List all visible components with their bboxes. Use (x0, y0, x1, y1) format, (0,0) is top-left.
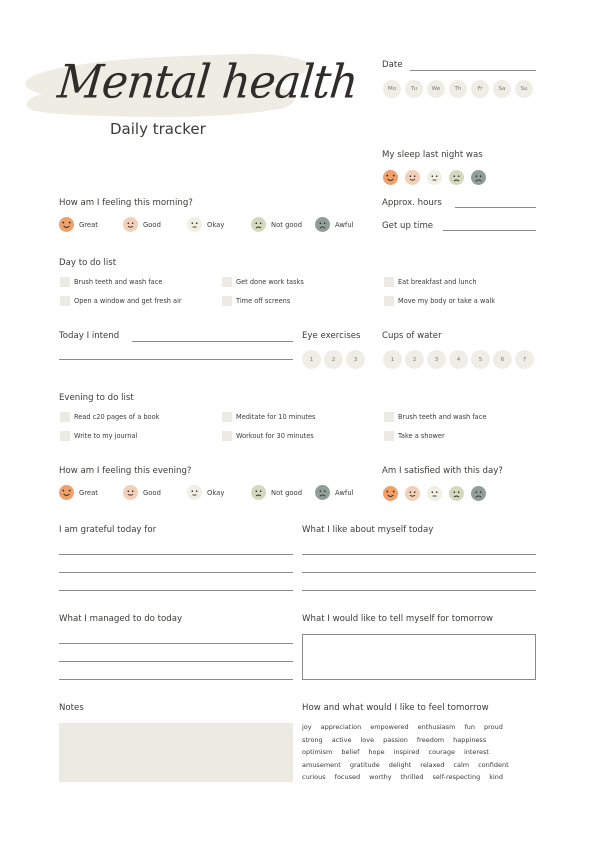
morning-great-face-icon[interactable] (59, 217, 74, 232)
morning-notgood-face-icon[interactable] (251, 217, 266, 232)
feel-word-row (302, 761, 518, 769)
water-cup-3-toggle[interactable]: 3 (427, 350, 446, 369)
sleep-great-face-icon[interactable] (383, 170, 398, 185)
morning-awful-face-icon[interactable] (315, 217, 330, 232)
tell-tomorrow-label: What I would like to tell myself for tomorrow (302, 614, 494, 624)
feel-word[interactable]: courage (428, 748, 455, 756)
evening_todo-item-5: Workout for 30 minutes (236, 432, 314, 440)
water-cup-2-toggle[interactable]: 2 (405, 350, 424, 369)
feel-word[interactable]: empowered (370, 723, 409, 731)
feel-word[interactable]: inspired (393, 748, 420, 756)
tell-tomorrow-box[interactable] (302, 634, 536, 680)
feel-word[interactable]: optimism (302, 748, 333, 756)
feel-word[interactable]: active (331, 735, 352, 744)
feel-word[interactable]: worthy (369, 773, 392, 781)
morning-mood-label: How am I feeling this morning? (59, 198, 193, 208)
page-title: Mental health (55, 55, 360, 110)
morning-okay-label: Okay (207, 221, 225, 229)
grateful-line-3[interactable] (59, 590, 293, 591)
morning-awful-label: Awful (335, 221, 354, 229)
day_todo-item-1: Brush teeth and wash face (74, 278, 163, 286)
feel-tomorrow-label: How and what would I like to feel tomorrow (302, 703, 489, 713)
date-field-line[interactable] (410, 70, 536, 71)
water-label: Cups of water (382, 331, 442, 341)
day_todo-item-6: Move my body or take a walk (398, 297, 496, 305)
grateful-line-1[interactable] (59, 554, 293, 555)
satisfied-label: Am I satisfied with this day? (382, 466, 503, 476)
evening_todo-checkbox-4[interactable] (60, 431, 70, 441)
evening_todo-checkbox-1[interactable] (60, 412, 70, 422)
sleep-label: My sleep last night was (382, 150, 483, 160)
feel-word[interactable]: relaxed (420, 760, 445, 769)
feel-word[interactable]: appreciation (320, 723, 362, 731)
feel-word[interactable]: strong (302, 735, 323, 744)
day-tu-toggle[interactable]: Tu (405, 80, 423, 98)
feel-word[interactable]: freedom (416, 735, 445, 744)
like-self-label: What I like about myself today (302, 525, 434, 535)
feel-word[interactable]: delight (388, 760, 412, 769)
day-todo-label: Day to do list (59, 258, 117, 268)
notes-box[interactable] (59, 723, 293, 782)
feel-word[interactable]: focused (334, 773, 361, 781)
grateful-line-2[interactable] (59, 572, 293, 573)
feel-word-row (302, 773, 512, 781)
water-cup-6-toggle[interactable]: 6 (493, 350, 512, 369)
feel-word[interactable]: love (360, 735, 375, 744)
intend-line-2[interactable] (59, 359, 293, 360)
day_todo-checkbox-6[interactable] (384, 296, 394, 306)
water-cup-7-toggle[interactable]: 7 (515, 350, 534, 369)
morning-good-label: Good (143, 221, 161, 229)
day_todo-checkbox-1[interactable] (60, 277, 70, 287)
feel-word[interactable]: hope (368, 748, 385, 756)
evening-great-label: Great (79, 489, 98, 497)
evening-good-face-icon[interactable] (123, 485, 138, 500)
day-su-toggle[interactable]: Su (515, 80, 533, 98)
feel-word[interactable]: enthusiasm (417, 723, 456, 731)
sleep-awful-face-icon[interactable] (471, 170, 486, 185)
day-we-toggle[interactable]: We (427, 80, 445, 98)
evening-okay-face-icon[interactable] (187, 485, 202, 500)
feel-word[interactable]: happiness (453, 735, 487, 744)
evening-good-label: Good (143, 489, 161, 497)
managed-line-1[interactable] (59, 643, 293, 644)
feel-word[interactable]: interest (463, 748, 489, 756)
evening_todo-item-4: Write to my journal (74, 432, 138, 440)
day_todo-checkbox-2[interactable] (222, 277, 232, 287)
feel-word[interactable]: proud (483, 723, 503, 731)
feel-word[interactable]: passion (383, 735, 408, 744)
feel-word[interactable]: confident (478, 760, 509, 769)
evening_todo-item-3: Brush teeth and wash face (398, 413, 487, 421)
evening_todo-checkbox-6[interactable] (384, 431, 394, 441)
like-self-line-2[interactable] (302, 572, 536, 573)
evening-great-face-icon[interactable] (59, 485, 74, 500)
evening_todo-checkbox-2[interactable] (222, 412, 232, 422)
evening-notgood-face-icon[interactable] (251, 485, 266, 500)
day_todo-item-3: Eat breakfast and lunch (398, 278, 477, 286)
notes-label: Notes (59, 703, 84, 713)
satisfied-awful-face-icon[interactable] (471, 486, 486, 501)
feel-word[interactable]: self-respecting (432, 773, 481, 781)
morning-okay-face-icon[interactable] (187, 217, 202, 232)
evening_todo-checkbox-3[interactable] (384, 412, 394, 422)
satisfied-great-face-icon[interactable] (383, 486, 398, 501)
feel-word[interactable]: gratitude (349, 760, 380, 769)
like-self-line-3[interactable] (302, 590, 536, 591)
day-sa-toggle[interactable]: Sa (493, 80, 511, 98)
approx-hours-line[interactable] (455, 207, 536, 208)
feel-word[interactable]: fun (464, 723, 475, 731)
sleep-okay-face-icon[interactable] (427, 170, 442, 185)
satisfied-good-face-icon[interactable] (405, 486, 420, 501)
day-th-toggle[interactable]: Th (449, 80, 467, 98)
sleep-good-face-icon[interactable] (405, 170, 420, 185)
feel-word[interactable]: belief (341, 748, 360, 756)
morning-good-face-icon[interactable] (123, 217, 138, 232)
getup-time-label: Get up time (382, 221, 434, 231)
water-cup-5-toggle[interactable]: 5 (471, 350, 490, 369)
day_todo-item-4: Open a window and get fresh air (74, 297, 182, 305)
water-cup-1-toggle[interactable]: 1 (383, 350, 402, 369)
morning-great-label: Great (79, 221, 98, 229)
feel-word[interactable]: kind (489, 773, 504, 781)
day_todo-checkbox-3[interactable] (384, 277, 394, 287)
day_todo-checkbox-5[interactable] (222, 296, 232, 306)
feel-word[interactable]: curious (302, 773, 326, 781)
feel-word-row (302, 723, 512, 731)
evening_todo-item-2: Meditate for 10 minutes (236, 413, 316, 421)
managed-line-3[interactable] (59, 679, 293, 680)
eye-exercise-1-toggle[interactable]: 1 (302, 350, 321, 369)
feel-word[interactable]: joy (302, 723, 312, 731)
satisfied-okay-face-icon[interactable] (427, 486, 442, 501)
morning-notgood-label: Not good (271, 221, 303, 229)
evening-okay-label: Okay (207, 489, 225, 497)
feel-word-row (302, 748, 498, 756)
managed-line-2[interactable] (59, 661, 293, 662)
evening_todo-checkbox-5[interactable] (222, 431, 232, 441)
feel-word[interactable]: amusement (302, 760, 341, 769)
satisfied-notgood-face-icon[interactable] (449, 486, 464, 501)
eye-exercises-label: Eye exercises (302, 331, 361, 341)
grateful-label: I am grateful today for (59, 525, 157, 535)
eye-exercise-2-toggle[interactable]: 2 (324, 350, 343, 369)
sleep-notgood-face-icon[interactable] (449, 170, 464, 185)
feel-word[interactable]: thrilled (400, 773, 424, 781)
day_todo-checkbox-4[interactable] (60, 296, 70, 306)
getup-time-line[interactable] (443, 230, 536, 231)
like-self-line-1[interactable] (302, 554, 536, 555)
evening-todo-label: Evening to do list (59, 393, 134, 403)
managed-label: What I managed to do today (59, 614, 183, 624)
date-label: Date (382, 60, 403, 70)
water-cup-4-toggle[interactable]: 4 (449, 350, 468, 369)
approx-hours-label: Approx. hours (382, 198, 442, 208)
day_todo-item-2: Get done work tasks (236, 278, 304, 286)
feel-word-row (302, 736, 495, 744)
evening-awful-label: Awful (335, 489, 354, 497)
evening_todo-item-1: Read c20 pages of a book (74, 413, 160, 421)
page-subtitle: Daily tracker (110, 120, 206, 138)
evening-mood-label: How am I feeling this evening? (59, 466, 192, 476)
day-mo-toggle[interactable]: Mo (383, 80, 401, 98)
intend-label: Today I intend (59, 331, 120, 341)
feel-word[interactable]: calm (453, 760, 470, 769)
evening-notgood-label: Not good (271, 489, 303, 497)
eye-exercise-3-toggle[interactable]: 3 (346, 350, 365, 369)
day_todo-item-5: Time off screens (236, 297, 291, 305)
evening_todo-item-6: Take a shower (398, 432, 445, 440)
day-fr-toggle[interactable]: Fr (471, 80, 489, 98)
evening-awful-face-icon[interactable] (315, 485, 330, 500)
intend-line-1[interactable] (132, 341, 293, 342)
